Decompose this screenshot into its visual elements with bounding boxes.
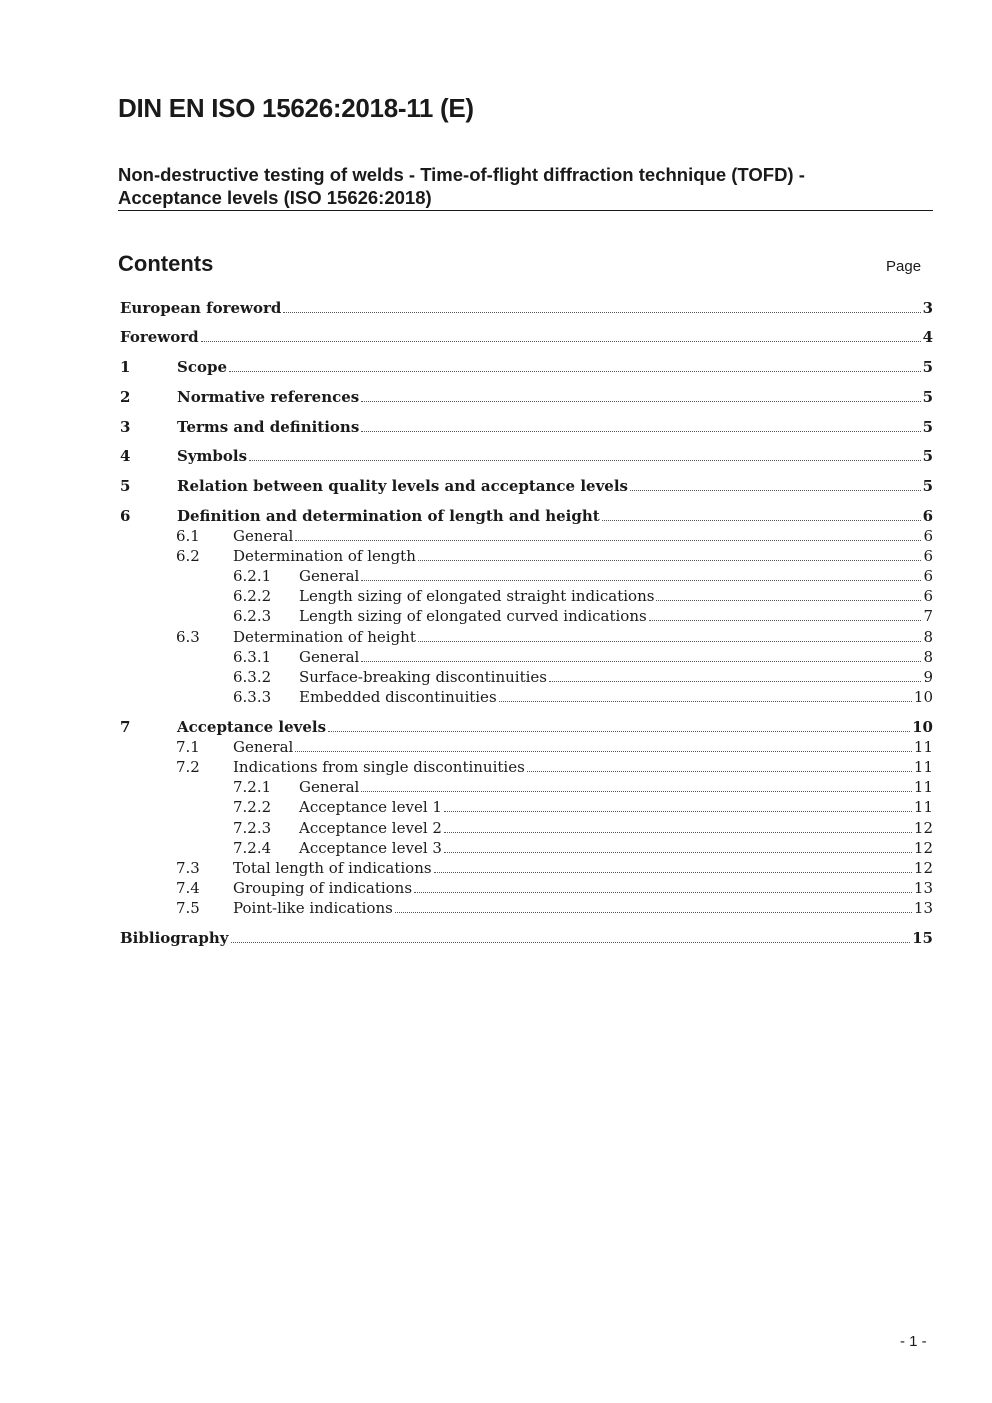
toc-entry[interactable] bbox=[120, 818, 933, 838]
toc-entry-number: 6.2 bbox=[176, 547, 200, 565]
toc-entry-title: Terms and definitions bbox=[177, 418, 360, 436]
toc-entry[interactable] bbox=[120, 627, 933, 647]
toc-entry[interactable] bbox=[120, 476, 933, 496]
toc-entry[interactable] bbox=[120, 777, 933, 797]
toc-entry[interactable] bbox=[120, 898, 933, 918]
toc-dot-leader bbox=[361, 661, 921, 662]
toc-entry-page: 9 bbox=[923, 668, 933, 686]
toc-entry-title: General bbox=[299, 778, 360, 796]
toc-entry-page: 6 bbox=[923, 527, 933, 545]
toc-entry-number: 7.2.2 bbox=[233, 798, 272, 816]
toc-entry-page: 10 bbox=[912, 718, 933, 736]
toc-entry[interactable] bbox=[120, 586, 933, 606]
toc-entry-page: 5 bbox=[922, 447, 933, 465]
toc-entry-title: Surface-breaking discontinuities bbox=[299, 668, 547, 686]
toc-entry-title: General bbox=[233, 738, 294, 756]
toc-dot-leader bbox=[201, 341, 921, 342]
toc-entry-page: 12 bbox=[913, 859, 933, 877]
toc-entry-number: 6.2.2 bbox=[233, 587, 272, 605]
toc-dot-leader bbox=[328, 731, 910, 732]
toc-dot-leader bbox=[283, 312, 920, 313]
toc-entry[interactable] bbox=[120, 717, 933, 737]
toc-entry-number: 7.5 bbox=[176, 899, 200, 917]
toc-entry-page: 4 bbox=[922, 328, 933, 346]
toc-entry-number: 4 bbox=[120, 447, 131, 465]
toc-entry-page: 8 bbox=[923, 648, 933, 666]
toc-entry-number: 7.2.3 bbox=[233, 819, 272, 837]
toc-entry-title: Acceptance level 3 bbox=[299, 839, 442, 857]
toc-entry-number: 7.2.1 bbox=[233, 778, 272, 796]
toc-dot-leader bbox=[527, 771, 912, 772]
toc-entry[interactable] bbox=[120, 878, 933, 898]
toc-entry-page: 5 bbox=[922, 418, 933, 436]
toc-entry-title: Point-like indications bbox=[233, 899, 393, 917]
toc-entry-page: 11 bbox=[913, 778, 933, 796]
page-column-label: Page bbox=[886, 258, 922, 275]
toc-entry-number: 6 bbox=[120, 507, 131, 525]
toc-entry-page: 12 bbox=[913, 839, 933, 857]
toc-entry-number: 6.2.3 bbox=[233, 607, 272, 625]
toc-entry-title: Embedded discontinuities bbox=[299, 688, 497, 706]
toc-entry-page: 6 bbox=[923, 547, 933, 565]
toc-entry[interactable] bbox=[120, 757, 933, 777]
toc-entry-page: 5 bbox=[922, 388, 933, 406]
toc-entry-title: General bbox=[299, 648, 360, 666]
toc-entry-page: 6 bbox=[923, 567, 933, 585]
toc-entry-page: 8 bbox=[923, 628, 933, 646]
toc-dot-leader bbox=[434, 872, 912, 873]
toc-entry[interactable] bbox=[120, 387, 933, 407]
toc-entry-title: Length sizing of elongated curved indications bbox=[299, 607, 647, 625]
toc-entry-page: 13 bbox=[913, 899, 933, 917]
document-subtitle bbox=[118, 163, 933, 209]
toc-dot-leader bbox=[361, 401, 920, 402]
toc-entry[interactable] bbox=[120, 298, 933, 318]
toc-dot-leader bbox=[499, 701, 912, 702]
toc-dot-leader bbox=[444, 852, 912, 853]
toc-entry-page: 11 bbox=[913, 738, 933, 756]
toc-entry-number: 7.2 bbox=[176, 758, 200, 776]
toc-entry-title: Scope bbox=[177, 358, 228, 376]
toc-entry-page: 5 bbox=[922, 477, 933, 495]
toc-entry-page: 6 bbox=[923, 587, 933, 605]
toc-dot-leader bbox=[231, 942, 911, 943]
toc-dot-leader bbox=[361, 431, 920, 432]
toc-entry[interactable] bbox=[120, 606, 933, 626]
toc-entry-title: Length sizing of elongated straight indications bbox=[299, 587, 655, 605]
toc-entry-page: 7 bbox=[923, 607, 933, 625]
toc-dot-leader bbox=[229, 371, 921, 372]
toc-entry-title: Indications from single discontinuities bbox=[233, 758, 525, 776]
toc-dot-leader bbox=[295, 751, 912, 752]
toc-entry-page: 5 bbox=[922, 358, 933, 376]
toc-dot-leader bbox=[395, 912, 912, 913]
toc-entry-title: Total length of indications bbox=[233, 859, 432, 877]
toc-entry-title: Acceptance level 2 bbox=[299, 819, 442, 837]
toc-entry[interactable] bbox=[120, 838, 933, 858]
toc-dot-leader bbox=[361, 580, 921, 581]
toc-entry[interactable] bbox=[120, 357, 933, 377]
toc-entry[interactable] bbox=[120, 526, 933, 546]
toc-entry-page: 13 bbox=[913, 879, 933, 897]
toc-entry-title: Relation between quality levels and acceptance levels bbox=[177, 477, 628, 495]
toc-entry-title: Normative references bbox=[177, 388, 360, 406]
subtitle-line-1: Non-destructive testing of welds - Time-of-flight diffraction technique (TOFD) - bbox=[118, 164, 805, 185]
toc-dot-leader bbox=[361, 791, 912, 792]
contents-heading: Contents bbox=[118, 251, 214, 276]
toc-entry-number: 7 bbox=[120, 718, 131, 736]
toc-dot-leader bbox=[602, 520, 921, 521]
toc-entry[interactable] bbox=[120, 928, 933, 948]
toc-entry-page: 15 bbox=[912, 929, 933, 947]
toc-dot-leader bbox=[656, 600, 921, 601]
page-number: - 1 - bbox=[900, 1333, 927, 1350]
toc-entry[interactable] bbox=[120, 687, 933, 707]
toc-entry-title: General bbox=[233, 527, 294, 545]
toc-entry-page: 11 bbox=[913, 758, 933, 776]
toc-entry-number: 3 bbox=[120, 418, 131, 436]
toc-entry-number: 6.1 bbox=[176, 527, 200, 545]
toc-entry-number: 1 bbox=[120, 358, 131, 376]
toc-dot-leader bbox=[418, 560, 922, 561]
toc-entry-number: 7.1 bbox=[176, 738, 200, 756]
toc-entry-title: Foreword bbox=[120, 328, 199, 346]
toc-entry-title: European foreword bbox=[120, 299, 282, 317]
toc-entry-page: 12 bbox=[913, 819, 933, 837]
toc-entry-title: Grouping of indications bbox=[233, 879, 413, 897]
toc-entry-page: 3 bbox=[922, 299, 933, 317]
toc-entry[interactable] bbox=[120, 327, 933, 347]
toc-dot-leader bbox=[649, 620, 922, 621]
toc-entry-page: 10 bbox=[913, 688, 933, 706]
toc-entry-title: Determination of height bbox=[233, 628, 416, 646]
toc-entry[interactable] bbox=[120, 647, 933, 667]
toc-entry-number: 2 bbox=[120, 388, 131, 406]
toc-entry-number: 6.3.1 bbox=[233, 648, 272, 666]
toc-dot-leader bbox=[249, 460, 921, 461]
toc-entry-number: 5 bbox=[120, 477, 131, 495]
toc-entry[interactable] bbox=[120, 546, 933, 566]
document-title: DIN EN ISO 15626:2018-11 (E) bbox=[118, 93, 474, 123]
toc-entry-title: Symbols bbox=[177, 447, 248, 465]
toc-entry[interactable] bbox=[120, 566, 933, 586]
toc-entry[interactable] bbox=[120, 446, 933, 466]
toc-entry-number: 6.2.1 bbox=[233, 567, 272, 585]
subtitle-line-2: Acceptance levels (ISO 15626:2018) bbox=[118, 187, 432, 208]
toc-entry-number: 6.3.2 bbox=[233, 668, 272, 686]
toc-dot-leader bbox=[295, 540, 921, 541]
toc-dot-leader bbox=[444, 811, 912, 812]
toc-entry-title: Acceptance level 1 bbox=[299, 798, 442, 816]
toc-entry[interactable] bbox=[120, 506, 933, 526]
toc-entry-title: General bbox=[299, 567, 360, 585]
toc-entry-page: 6 bbox=[922, 507, 933, 525]
toc-dot-leader bbox=[549, 681, 921, 682]
toc-entry-number: 7.4 bbox=[176, 879, 200, 897]
toc-entry[interactable] bbox=[120, 667, 933, 687]
toc-entry-title: Acceptance levels bbox=[177, 718, 327, 736]
toc-dot-leader bbox=[630, 490, 921, 491]
toc-dot-leader bbox=[418, 641, 922, 642]
toc-entry-page: 11 bbox=[913, 798, 933, 816]
toc-entry-number: 6.3 bbox=[176, 628, 200, 646]
title-divider bbox=[118, 210, 933, 211]
toc-entry[interactable] bbox=[120, 858, 933, 878]
toc-entry[interactable] bbox=[120, 797, 933, 817]
toc-entry-title: Definition and determination of length and height bbox=[177, 507, 600, 525]
toc-dot-leader bbox=[444, 832, 912, 833]
toc-entry-number: 7.2.4 bbox=[233, 839, 272, 857]
toc-entry-number: 7.3 bbox=[176, 859, 200, 877]
toc-entry-title: Determination of length bbox=[233, 547, 416, 565]
toc-entry[interactable] bbox=[120, 417, 933, 437]
toc-entry-number: 6.3.3 bbox=[233, 688, 272, 706]
toc-entry-title: Bibliography bbox=[120, 929, 229, 947]
toc-entry[interactable] bbox=[120, 737, 933, 757]
toc-dot-leader bbox=[414, 892, 912, 893]
